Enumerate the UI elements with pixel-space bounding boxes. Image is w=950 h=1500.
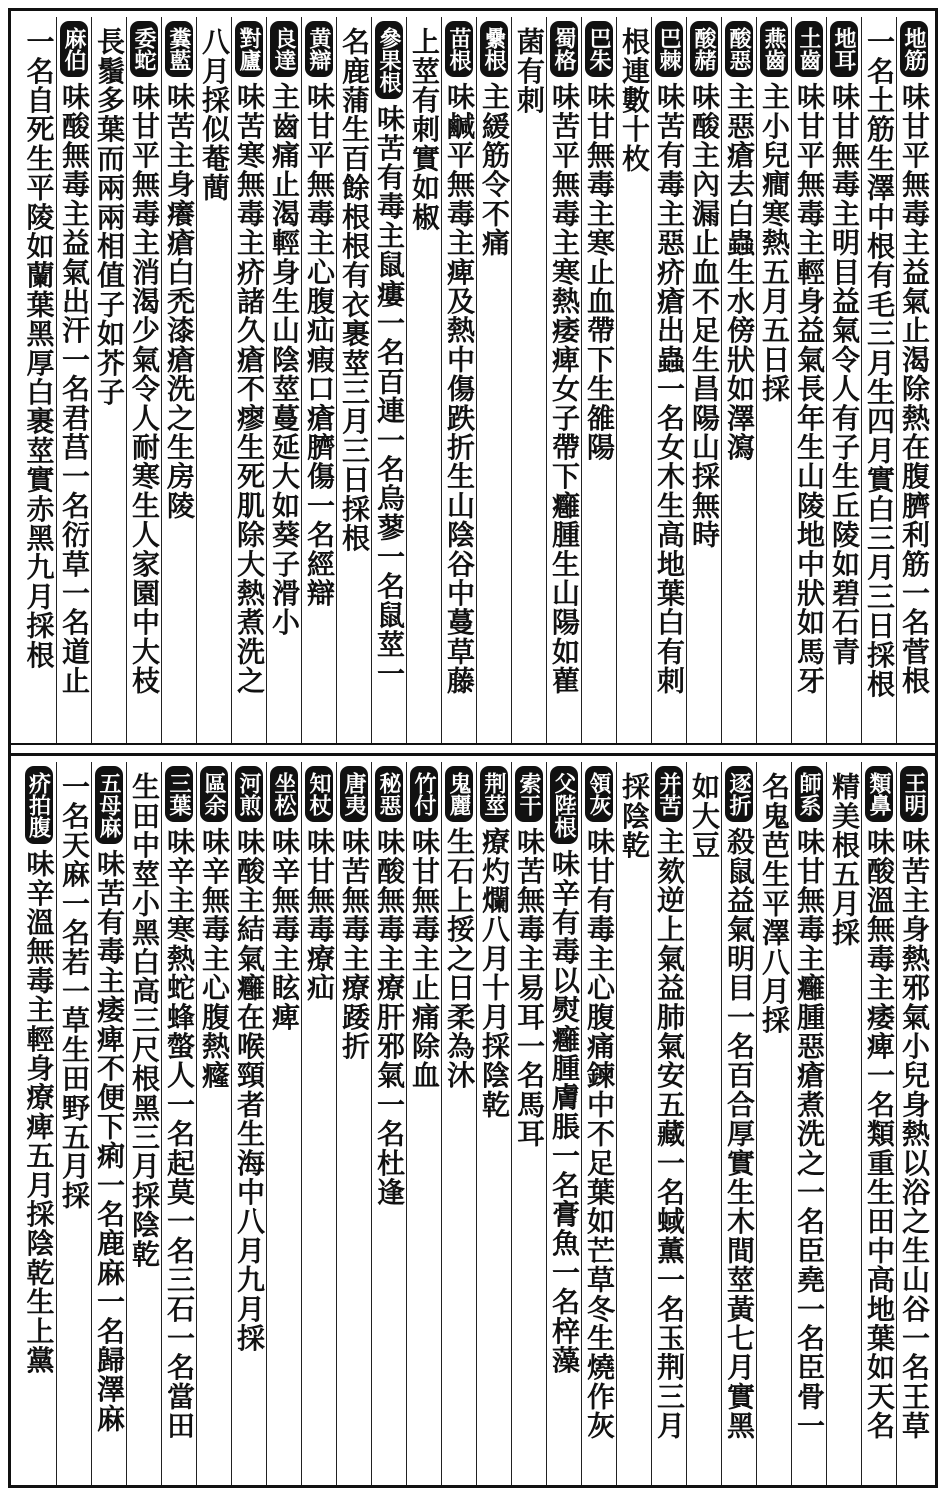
continuation-column <box>56 762 91 1485</box>
entry-column <box>406 762 441 1485</box>
entry-text: 味辛無毒主心腹熱癃 <box>198 827 231 1090</box>
continuation-column <box>686 762 721 1485</box>
entry-text: 味甘平無毒主益氣止渴除熱在腹臍利筋一名菅根 <box>898 82 931 696</box>
entry-label: 父陛根 <box>550 766 578 844</box>
entry-column <box>371 762 406 1485</box>
entry-text: 名鹿蒲生百餘根根有衣裹莖三月三日採根 <box>338 27 371 553</box>
entry-text: 殺鼠益氣明目一名百合厚實生木間莖黃七月實黑 <box>723 827 756 1441</box>
entry-column <box>56 17 91 743</box>
entry-column <box>266 762 301 1485</box>
entry-label: 地耳 <box>830 21 858 77</box>
continuation-column <box>21 17 56 743</box>
entry-label: 并苦 <box>655 766 683 822</box>
entry-label: 燕齒 <box>760 21 788 77</box>
entry-text: 味甘平無毒主輕身益氣長年生山陵地中狀如馬牙 <box>793 82 826 696</box>
entry-text: 味酸主結氣癰在喉頸者生海中八月九月採 <box>233 827 266 1353</box>
entry-label: 區余 <box>200 766 228 822</box>
entry-label: 地筋 <box>900 21 928 77</box>
entry-column <box>896 762 931 1485</box>
entry-text: 味辛主寒熱蛇蜂螫人一名起莫一名三石一名當田 <box>163 827 196 1441</box>
entry-text: 八月採似菴蕳 <box>198 27 231 203</box>
continuation-column <box>336 17 371 743</box>
entry-text: 主小兒癎寒熱五月五日採 <box>758 82 791 404</box>
entry-text: 味甘無毒療疝 <box>303 827 336 1003</box>
entry-label: 師系 <box>795 766 823 822</box>
continuation-column <box>616 762 651 1485</box>
entry-column <box>896 17 931 743</box>
continuation-column <box>616 17 651 743</box>
entry-label: 索干 <box>515 766 543 822</box>
entry-column <box>301 17 336 743</box>
entry-label: 唐夷 <box>340 766 368 822</box>
entry-text: 味酸無毒主益氣出汗一名君莒一名衍草一名道止 <box>58 82 91 696</box>
entry-column <box>161 762 196 1485</box>
entry-text: 菌有刺 <box>513 27 546 115</box>
entry-text: 味苦有毒主惡疥瘡出蟲一名女木生高地葉白有刺 <box>653 82 686 696</box>
entry-text: 一名土筋生澤中根有毛三月生四月實白三月三日採根 <box>863 27 896 699</box>
entry-column <box>651 17 686 743</box>
entry-column <box>861 762 896 1485</box>
entry-label: 土齒 <box>795 21 823 77</box>
entry-column <box>686 17 721 743</box>
entry-column <box>126 17 161 743</box>
entry-column <box>791 762 826 1485</box>
entry-column <box>721 17 756 743</box>
upper-columns <box>11 11 935 743</box>
entry-text: 味苦主身熱邪氣小兒身熱以浴之生山谷一名王草 <box>898 827 931 1441</box>
entry-text: 味甘有毒主心腹痛鍊中不足葉如芒草冬生燒作灰 <box>583 827 616 1441</box>
entry-text: 味酸無毒主療肝邪氣一名杜逢 <box>373 827 406 1207</box>
entry-text: 主緩筋令不痛 <box>478 82 511 258</box>
entry-text: 味苦無毒主療踒折 <box>338 827 371 1061</box>
continuation-column <box>406 17 441 743</box>
entry-text: 主齒痛止渴輕身生山陰莖蔓延大如葵子滑小 <box>268 82 301 637</box>
entry-label: 疥拍腹 <box>25 766 53 844</box>
entry-label: 秘惡 <box>375 766 403 822</box>
continuation-column <box>511 17 546 743</box>
entry-text: 味辛溫無毒主輕身療痺五月採陰乾生上黨 <box>22 849 56 1375</box>
entry-column <box>441 762 476 1485</box>
continuation-column <box>756 762 791 1485</box>
entry-column <box>21 762 56 1485</box>
entry-text: 味苦有毒主痿痺不便下痢一名鹿麻一名歸澤麻 <box>93 849 126 1433</box>
entry-text: 味苦主身癢瘡白禿漆瘡洗之生房陵 <box>163 82 196 520</box>
entry-text: 味甘無毒主明目益氣令人有子生丘陵如碧石青 <box>828 82 861 666</box>
entry-text: 如大豆 <box>688 772 721 860</box>
continuation-column <box>826 762 861 1485</box>
entry-label: 竹付 <box>410 766 438 822</box>
entry-column <box>721 762 756 1485</box>
entry-column <box>476 762 511 1485</box>
entry-label: 逐折 <box>725 766 753 822</box>
continuation-column <box>861 17 896 743</box>
entry-text: 根連數十枚 <box>618 27 651 173</box>
continuation-column <box>91 17 126 743</box>
entry-label: 黄辯 <box>305 21 333 77</box>
lower-columns <box>11 756 935 1485</box>
entry-text: 味甘無毒主止痛除血 <box>408 827 441 1090</box>
entry-text: 味甘無毒主癰腫惡瘡煮洗之一名臣堯一名臣骨一 <box>793 827 826 1441</box>
entry-label: 巴朱 <box>585 21 613 77</box>
entry-text: 採陰乾 <box>618 772 651 860</box>
continuation-column <box>126 762 161 1485</box>
entry-label: 鬼麗 <box>445 766 473 822</box>
entry-column <box>441 17 476 743</box>
entry-column <box>231 17 266 743</box>
entry-column <box>91 762 126 1485</box>
entry-text: 一名天麻一名若一草生田野五月採 <box>58 772 91 1210</box>
entry-label: 參果根 <box>375 21 403 99</box>
entry-label: 良達 <box>270 21 298 77</box>
lower-register <box>11 753 935 1485</box>
entry-text: 味苦無毒主易耳一名馬耳 <box>513 827 546 1149</box>
entry-column <box>581 762 616 1485</box>
entry-label: 巴棘 <box>655 21 683 77</box>
entry-column <box>756 17 791 743</box>
entry-column <box>511 762 546 1485</box>
entry-column <box>476 17 511 743</box>
entry-text: 一名自死生平陵如蘭葉黑厚白裹莖實赤黑九月採根 <box>22 27 56 670</box>
entry-label: 荆莖 <box>480 766 508 822</box>
entry-text: 味酸主內漏止血不足生昌陽山採無時 <box>688 82 721 550</box>
entry-text: 味甘平無毒主心腹疝瘕口瘡臍傷一名經辯 <box>303 82 336 608</box>
entry-text: 味辛無毒主眩痺 <box>268 827 301 1032</box>
entry-column <box>371 17 406 743</box>
entry-column <box>266 17 301 743</box>
entry-label: 酸赭 <box>690 21 718 77</box>
entry-column <box>161 17 196 743</box>
entry-column <box>231 762 266 1485</box>
entry-column <box>791 17 826 743</box>
entry-text: 主欬逆上氣益肺氣安五藏一名蜮薫一名玉荆三月 <box>653 827 686 1441</box>
entry-label: 三葉 <box>165 766 193 822</box>
entry-text: 療灼爛八月十月採陰乾 <box>478 827 511 1119</box>
entry-label: 糞藍 <box>165 21 193 77</box>
entry-column <box>546 17 581 743</box>
entry-label: 領灰 <box>585 766 613 822</box>
entry-column <box>581 17 616 743</box>
entry-label: 委蛇 <box>130 21 158 77</box>
entry-column <box>546 762 581 1485</box>
entry-label: 五母麻 <box>95 766 123 844</box>
entry-text: 生石上挼之日柔為沐 <box>443 827 476 1090</box>
entry-text: 上莖有刺實如椒 <box>408 27 441 232</box>
entry-text: 味鹹平無毒主痺及熱中傷跌折生山陰谷中蔓草藤 <box>443 82 476 696</box>
entry-column <box>336 762 371 1485</box>
entry-label: 河煎 <box>235 766 263 822</box>
entry-label: 酸惡 <box>725 21 753 77</box>
entry-text: 主惡瘡去白蟲生水傍狀如澤瀉 <box>723 82 756 462</box>
entry-text: 長鬚多葉而兩兩相值子如芥子 <box>93 27 126 407</box>
entry-text: 生田中莖小黑白高三尺根黑三月採陰乾 <box>128 772 161 1269</box>
entry-label: 類鼻 <box>865 766 893 822</box>
entry-label: 蜀格 <box>550 21 578 77</box>
entry-label: 麻伯 <box>60 21 88 77</box>
entry-label: 纍根 <box>480 21 508 77</box>
entry-label: 對廬 <box>235 21 263 77</box>
entry-label: 王明 <box>900 766 928 822</box>
entry-column <box>301 762 336 1485</box>
entry-text: 精美根五月採 <box>828 772 861 948</box>
entry-text: 味苦寒無毒主疥諸久瘡不瘳生死肌除大熱煮洗之 <box>233 82 266 696</box>
entry-column <box>826 17 861 743</box>
entry-column <box>196 762 231 1485</box>
entry-text: 味苦有毒主鼠瘻一名百連一名烏蓼一名鼠莖一 <box>373 104 406 688</box>
entry-text: 味辛有毒以熨癰腫膚脹一名膏魚一名梓藻 <box>548 849 581 1375</box>
entry-label: 知杖 <box>305 766 333 822</box>
entry-text: 味酸溫無毒主痿痺一名類重生田中高地葉如天名 <box>863 827 896 1441</box>
entry-text: 味苦平無毒主寒熱痿痺女子帶下癰腫生山陽如雚 <box>548 82 581 696</box>
entry-label: 坐松 <box>270 766 298 822</box>
entry-text: 味甘無毒主寒止血帶下生雒陽 <box>583 82 616 462</box>
upper-register <box>11 11 935 745</box>
continuation-column <box>196 17 231 743</box>
entry-text: 名鬼芭生平澤八月採 <box>758 772 791 1035</box>
entry-text: 味甘平無毒主消渴少氣令人耐寒生人家園中大枝 <box>128 82 161 696</box>
entry-column <box>651 762 686 1485</box>
page-frame <box>8 8 938 1488</box>
entry-label: 苗根 <box>445 21 473 77</box>
